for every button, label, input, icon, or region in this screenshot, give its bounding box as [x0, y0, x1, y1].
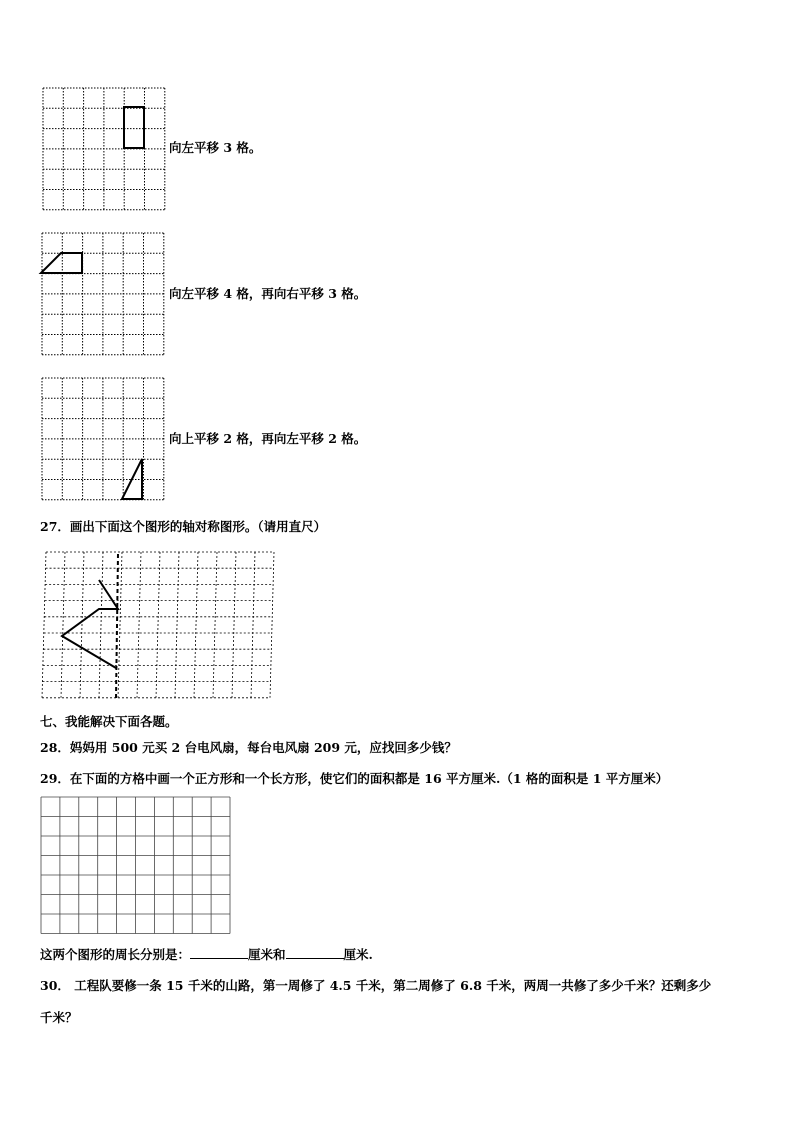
- translation-3-instruction: 向上平移 2 格，再向左平移 2 格。: [169, 431, 367, 446]
- question-29-answer-line: [40, 946, 373, 963]
- translation-2-instruction: 向左平移 4 格，再向右平移 3 格。: [169, 286, 367, 301]
- translation-1-instruction: 向左平移 3 格。: [169, 140, 262, 155]
- symmetry-axis: [116, 554, 118, 698]
- perimeter-blank-1[interactable]: [190, 946, 248, 959]
- translation-grid-1: [42, 87, 166, 211]
- half-figure: [62, 580, 118, 668]
- question-28: 28．妈妈用 500 元买 2 台电风扇，每台电风扇 209 元，应找回多少钱？: [40, 740, 457, 755]
- question-29: 29．在下面的方格中画一个正方形和一个长方形，使它们的面积都是 16 平方厘米.（1 格的面积是 1 平方厘米）: [40, 771, 669, 786]
- perimeter-blank-2[interactable]: [286, 946, 344, 959]
- question-30-line-2: 千米？: [40, 1010, 78, 1025]
- translation-grid-3: [41, 377, 165, 501]
- question-30-line-1: 30． 工程队要修一条 15 千米的山路，第一周修了 4.5 千米，第二周修了 6.8 千米，两周一共修了多少千米？还剩多少: [40, 978, 712, 993]
- question-27: 27．画出下面这个图形的轴对称图形。（请用直尺）: [40, 519, 327, 534]
- rectangle-shape: [124, 107, 144, 148]
- symmetry-grid: [40, 548, 274, 703]
- drawing-grid: [40, 796, 232, 938]
- answer-prefix: 这两个图形的周长分别是：: [40, 947, 191, 962]
- trapezoid-shape: [41, 253, 82, 273]
- answer-unit-1: 厘米和: [248, 947, 286, 962]
- translation-grid-2: [41, 232, 165, 356]
- section-7-heading: 七、我能解决下面各题。: [40, 714, 178, 729]
- answer-unit-2: 厘米.: [343, 947, 373, 962]
